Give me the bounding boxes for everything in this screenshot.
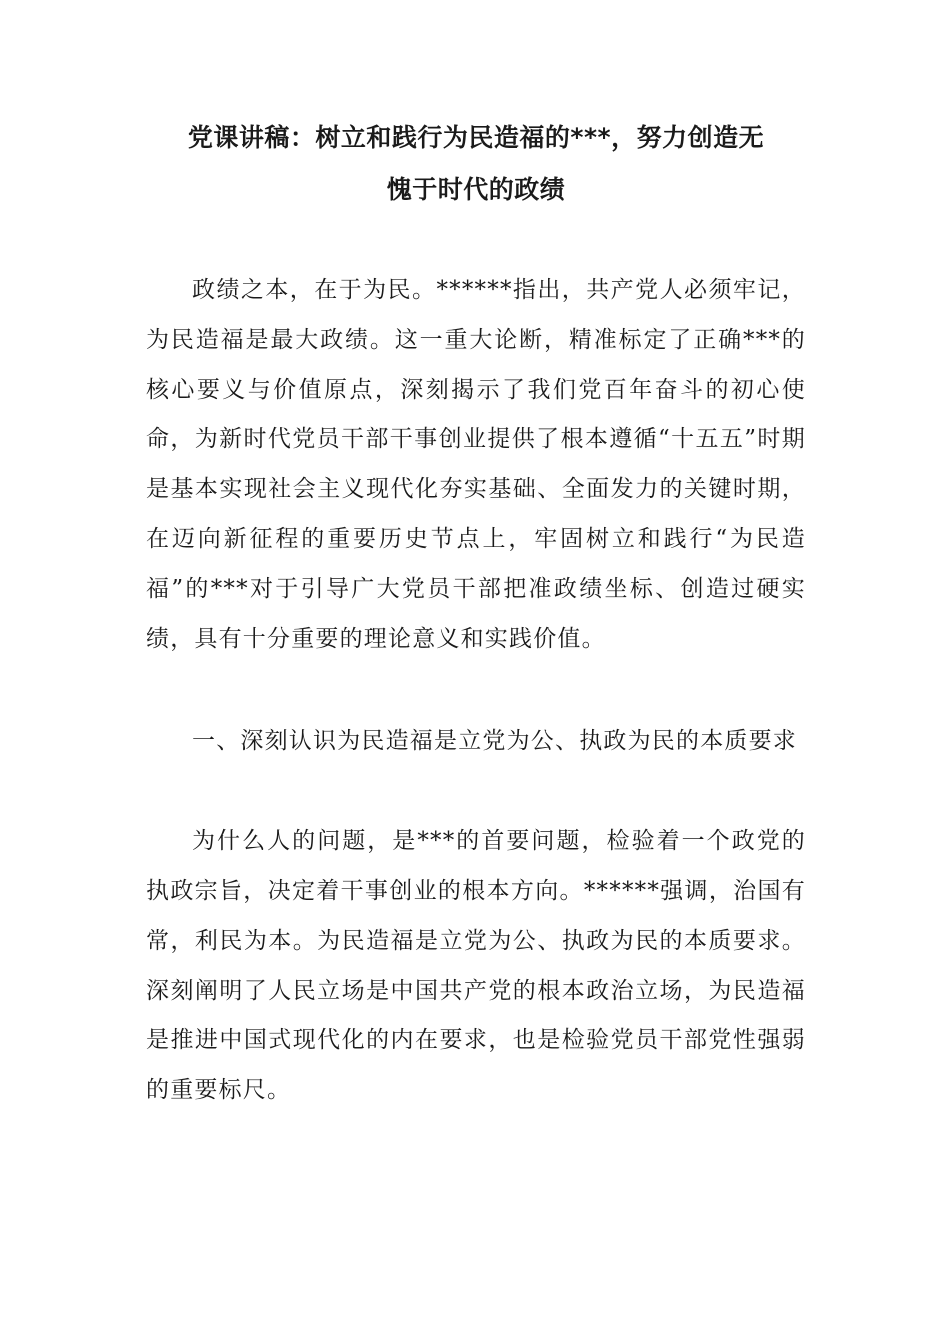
document-page <box>146 112 806 1116</box>
paragraph-intro: 政绩之本，在于为民。******指出，共产党人必须牢记，为民造福是最大政绩。这一重大论断，精准标定了正确***的核心要义与价值原点，深刻揭示了我们党百年奋斗的初心使命，为新时代党员干部干事创业提供了根本遵循“十五五”时期是基本实现社会主义现代化夯实基础、全面发力的关键时期，在迈向新征程的重要历史节点上，牢固树立和践行“为民造福”的***对于引导广大党员干部把准政绩坐标、创造过硬实绩，具有十分重要的理论意义和实践价值。 <box>146 277 806 652</box>
title-line-2: 愧于时代的政绩 <box>386 175 566 204</box>
title-line-1: 党课讲稿：树立和践行为民造福的***，努力创造无 <box>187 123 765 152</box>
paragraph-section-1: 为什么人的问题，是***的首要问题，检验着一个政党的执政宗旨，决定着干事创业的根本方向。******强调，治国有常，利民为本。为民造福是立党为公、执政为民的本质要求。深刻阐明了人民立场是中国共产党的根本政治立场，为民造福是推进中国式现代化的内在要求，也是检验党员干部党性强弱的重要标尺。 <box>146 828 806 1104</box>
document-title <box>138 112 814 216</box>
section-heading-1: 一、深刻认识为民造福是立党为公、执政为民的本质要求 <box>192 728 797 755</box>
